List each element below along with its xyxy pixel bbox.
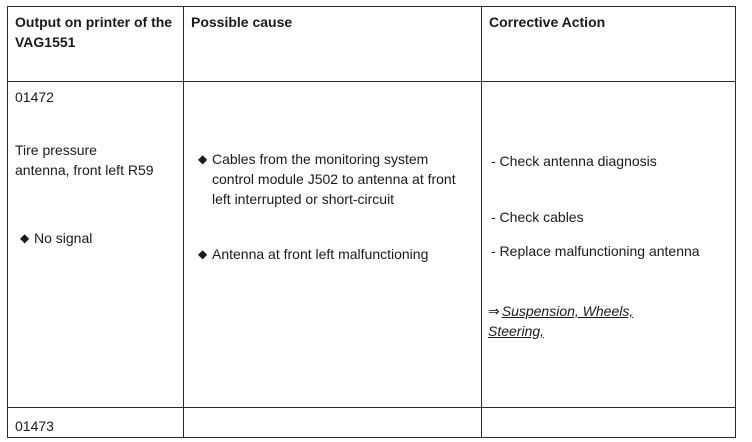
- cause-item: [198, 244, 466, 264]
- cause-text: Cables from the monitoring system control module J502 to antenna at front left interrupted or short-circuit: [212, 151, 456, 208]
- fault-code: 01472: [15, 89, 54, 106]
- cause-cell: [184, 407, 482, 437]
- header-row: [8, 7, 736, 82]
- header-output: [8, 7, 184, 82]
- header-output-label: Output on printer of the VAG1551: [15, 14, 173, 50]
- cause-item: [198, 149, 466, 209]
- table-row: [8, 407, 736, 437]
- suspension-wheels-steering-link[interactable]: Suspension, Wheels, Steering,: [488, 303, 634, 340]
- fault-code-table: [7, 6, 736, 438]
- header-cause: [184, 7, 482, 82]
- output-cell: [8, 407, 184, 437]
- action-item: - Check cables: [491, 209, 584, 226]
- action-cell: [482, 82, 736, 408]
- header-action: [482, 7, 736, 82]
- action-item: - Replace malfunctioning antenna: [491, 243, 700, 260]
- component-name: Tire pressure antenna, front left R59: [15, 142, 154, 179]
- fault-code: 01473: [15, 417, 54, 434]
- cause-cell: [184, 82, 482, 408]
- double-arrow-right-icon: ⇒: [488, 303, 500, 320]
- header-action-label: Corrective Action: [489, 14, 606, 30]
- action-cell: [482, 407, 736, 437]
- output-cell: [8, 82, 184, 408]
- action-item: - Check antenna diagnosis: [491, 153, 657, 170]
- diamond-bullet-icon: ◆: [198, 247, 208, 262]
- diamond-bullet-icon: ◆: [198, 152, 208, 167]
- symptom-text: No signal: [34, 230, 93, 247]
- reference-link-block[interactable]: [488, 301, 638, 341]
- table-row: [8, 82, 736, 408]
- header-cause-label: Possible cause: [191, 14, 293, 30]
- diamond-bullet-icon: ◆: [20, 231, 30, 246]
- cause-text: Antenna at front left malfunctioning: [212, 246, 429, 263]
- symptom-item: [20, 228, 170, 248]
